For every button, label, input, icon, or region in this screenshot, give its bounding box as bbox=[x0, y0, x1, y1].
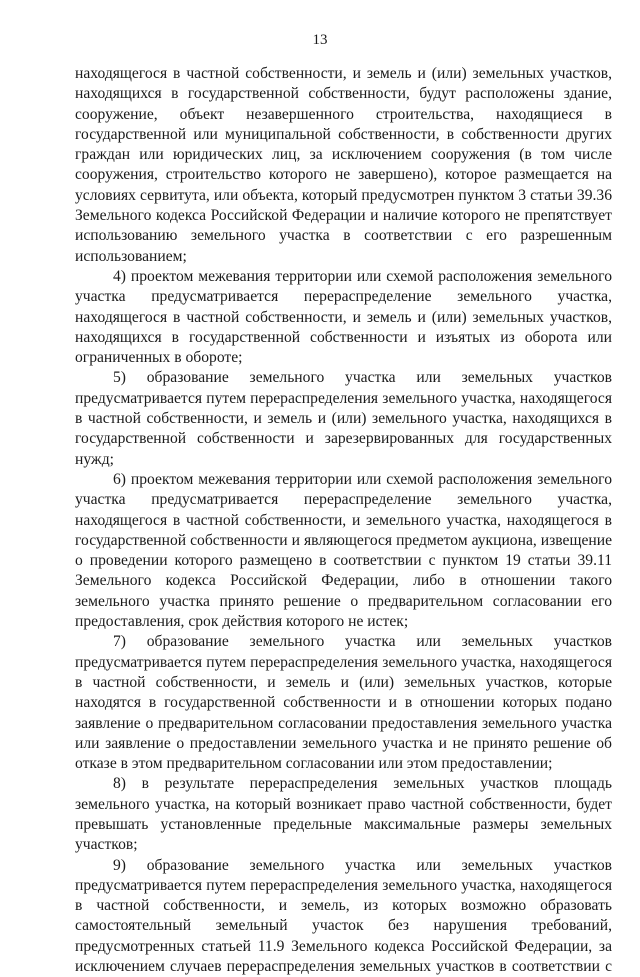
paragraph-item-9: 9) образование земельного участка или земельных участков предусматривается путем перераспределения земельного участка, находящегося в частной собственности, и земель, из которых возможно образовать самостоятельный земельный участок без нарушения требований, предусмотренных статьей 11.9 Земельного кодекса Российской Федерации, за исключением случаев перераспределения земельных участков в соответствии с bbox=[75, 856, 612, 976]
paragraph-item-6: 6) проектом межевания территории или схемой расположения земельного участка предусматривается перераспределение земельного участка, находящегося в частной собственности, и земельного участка, находящегося в государственной собственности и являющегося предметом аукциона, извещение о проведении которого размещено в соответствии с пунктом 19 статьи 39.11 Земельного кодекса Российской Федерации, либо в отношении такого земельного участка принято решение о предварительном согласовании его предоставления, срок действия которого не истек; bbox=[75, 470, 612, 631]
document-body bbox=[75, 64, 612, 977]
paragraph-item-7: 7) образование земельного участка или земельных участков предусматривается путем перераспределения земельного участка, находящегося в частной собственности, и земель и (или) земельных участков, которые находятся в государственной собственности и в отношении которых подано заявление о предварительном согласовании предоставления земельного участка или заявление о предоставлении земельного участка и не принято решение об отказе в этом предварительном согласовании или этом предоставлении; bbox=[75, 633, 612, 773]
paragraph-item-8: 8) в результате перераспределения земельных участков площадь земельного участка, на который возникает право частной собственности, будет превышать установленные предельные максимальные размеры земельных участков; bbox=[75, 775, 612, 854]
page-number: 13 bbox=[312, 32, 328, 48]
paragraph-continuation: находящегося в частной собственности, и земель и (или) земельных участков, находящихся в государственной собственности, будут расположены здание, сооружение, объект незавершенного строительства, находящиеся в государственной или муниципальной собственности, в собственности других граждан или юридических лиц, за исключением сооружения (в том числе сооружения, строительство которого не завершено), которое размещается на условиях сервитута, или объекта, который предусмотрен пунктом 3 статьи 39.36 Земельного кодекса Российской Федерации и наличие которого не препятствует использованию земельного участка в соответствии с его разрешенным использованием; bbox=[75, 65, 612, 265]
paragraph-item-5: 5) образование земельного участка или земельных участков предусматривается путем перераспределения земельного участка, находящегося в частной собственности, и земель и (или) земельного участка, находящихся в государственной собственности и зарезервированных для государственных нужд; bbox=[75, 369, 612, 468]
paragraph-item-4: 4) проектом межевания территории или схемой расположения земельного участка предусматривается перераспределение земельного участка, находящегося в частной собственности, и земель и (или) земельных участков, находящихся в государственной собственности и изъятых из оборота или ограниченных в обороте; bbox=[75, 267, 612, 367]
